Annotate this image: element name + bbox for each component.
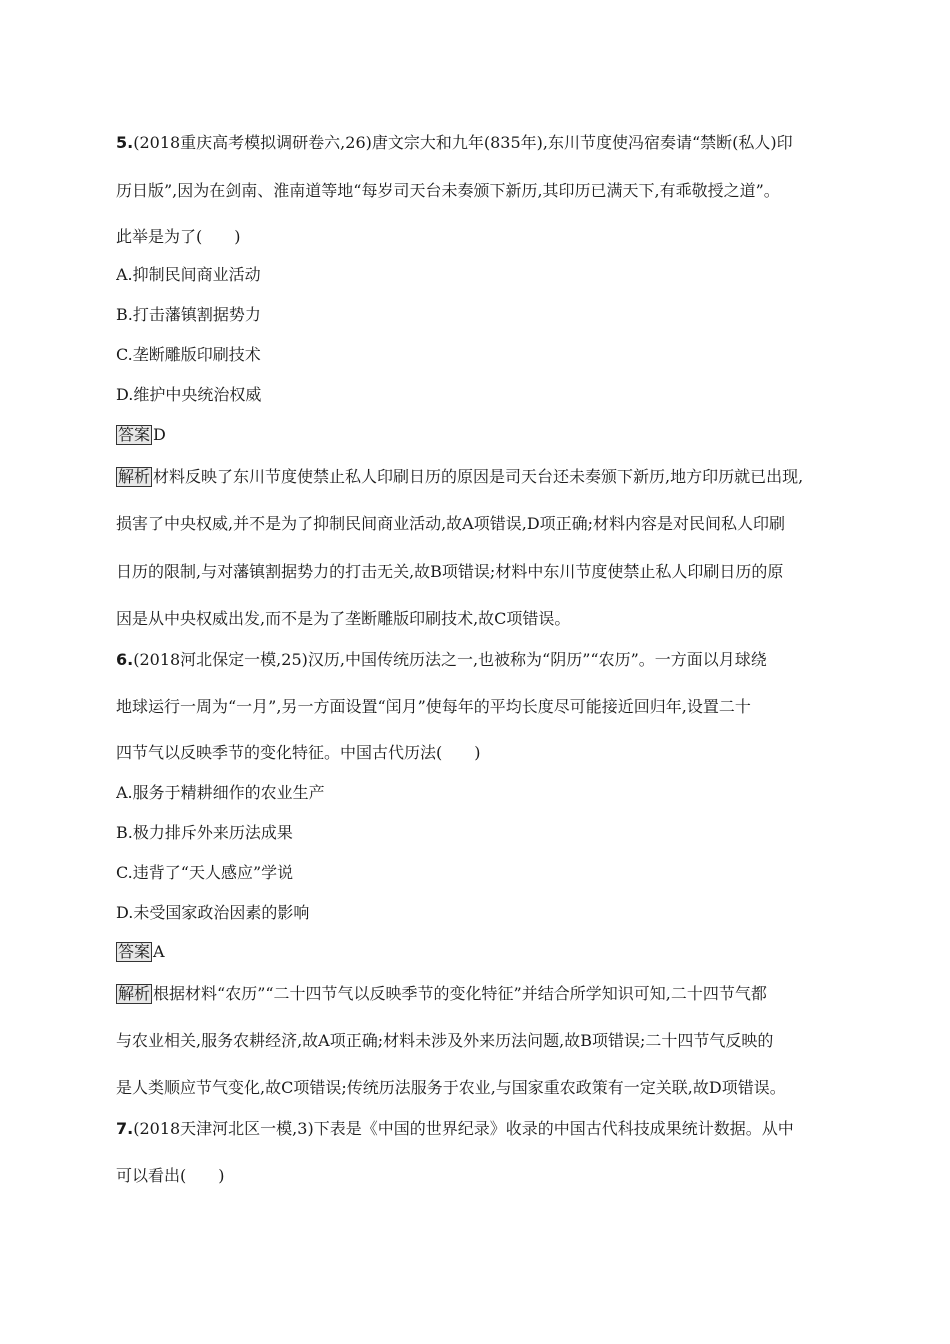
q5-option-b: B.打击藩镇割据势力 (116, 305, 261, 324)
q6-option-d: D.未受国家政治因素的影响 (116, 903, 310, 922)
q6-analysis-line-2: 与农业相关,服务农耕经济,故A项正确;材料未涉及外来历法问题,故B项错误;二十四节气反映的 (116, 1031, 774, 1050)
q6-option-c: C.违背了“天人感应”学说 (116, 863, 294, 882)
q5-option-a: A.抑制民间商业活动 (116, 265, 261, 284)
q7-number: 7. (116, 1119, 134, 1138)
q6-stem-line-3: 四节气以反映季节的变化特征。中国古代历法( ) (116, 743, 481, 762)
q5-option-d: D.维护中央统治权威 (116, 385, 262, 404)
analysis-tag: 解析 (118, 467, 151, 486)
answer-tag: 答案 (118, 942, 151, 961)
q5-stem-line-2: 历日版”,因为在剑南、淮南道等地“每岁司天台未奏颁下新历,其印历已满天下,有乖敬授之道”。 (116, 181, 780, 200)
q6-analysis-line-1: 解析 根据材料“农历”“二十四节气以反映季节的变化特征”并结合所学知识可知,二十四节气都 (118, 984, 767, 1003)
q5-analysis-line-1: 解析 材料反映了东川节度使禁止私人印刷日历的原因是司天台还未奏颁下新历,地方印历就已出现, (118, 467, 804, 486)
q5-answer (116, 425, 836, 445)
q6-answer (116, 942, 836, 962)
q6-number: 6. (116, 650, 134, 669)
q6-stem-line-2: 地球运行一周为“一月”,另一方面设置“闰月”使每年的平均长度尽可能接近回归年,设置二十 (116, 697, 751, 716)
q6-analysis-line-3: 是人类顺应节气变化,故C项错误;传统历法服务于农业,与国家重农政策有一定关联,故D项错误。 (116, 1078, 786, 1097)
q7-stem-line-2: 可以看出( ) (116, 1166, 225, 1185)
analysis-tag: 解析 (118, 984, 151, 1003)
q7-stem-line-1: 7.(2018天津河北区一模,3)下表是《中国的世界纪录》收录的中国古代科技成果统计数据。从中 (116, 1119, 794, 1138)
q6-option-a: A.服务于精耕细作的农业生产 (116, 783, 325, 802)
q5-analysis-line-2: 损害了中央权威,并不是为了抑制民间商业活动,故A项错误,D项正确;材料内容是对民间私人印刷 (116, 514, 786, 533)
q5-stem-line-3: 此举是为了( ) (116, 227, 241, 246)
q5-answer-value: D (153, 425, 166, 444)
q5-analysis-line-4: 因是从中央权威出发,而不是为了垄断雕版印刷技术,故C项错误。 (116, 609, 571, 628)
q6-stem-line-1: 6.(2018河北保定一模,25)汉历,中国传统历法之一,也被称为“阴历”“农历”。一方面以月球绕 (116, 650, 767, 669)
q6-answer-value: A (153, 942, 165, 961)
q5-stem-line-1: 5.(2018重庆高考模拟调研卷六,26)唐文宗大和九年(835年),东川节度使冯宿奏请“禁断(私人)印 (116, 133, 793, 152)
q5-option-c: C.垄断雕版印刷技术 (116, 345, 261, 364)
q5-analysis-line-3: 日历的限制,与对藩镇割据势力的打击无关,故B项错误;材料中东川节度使禁止私人印刷日历的原 (116, 562, 784, 581)
q5-number: 5. (116, 133, 134, 152)
q6-option-b: B.极力排斥外来历法成果 (116, 823, 293, 842)
answer-tag: 答案 (118, 425, 151, 444)
